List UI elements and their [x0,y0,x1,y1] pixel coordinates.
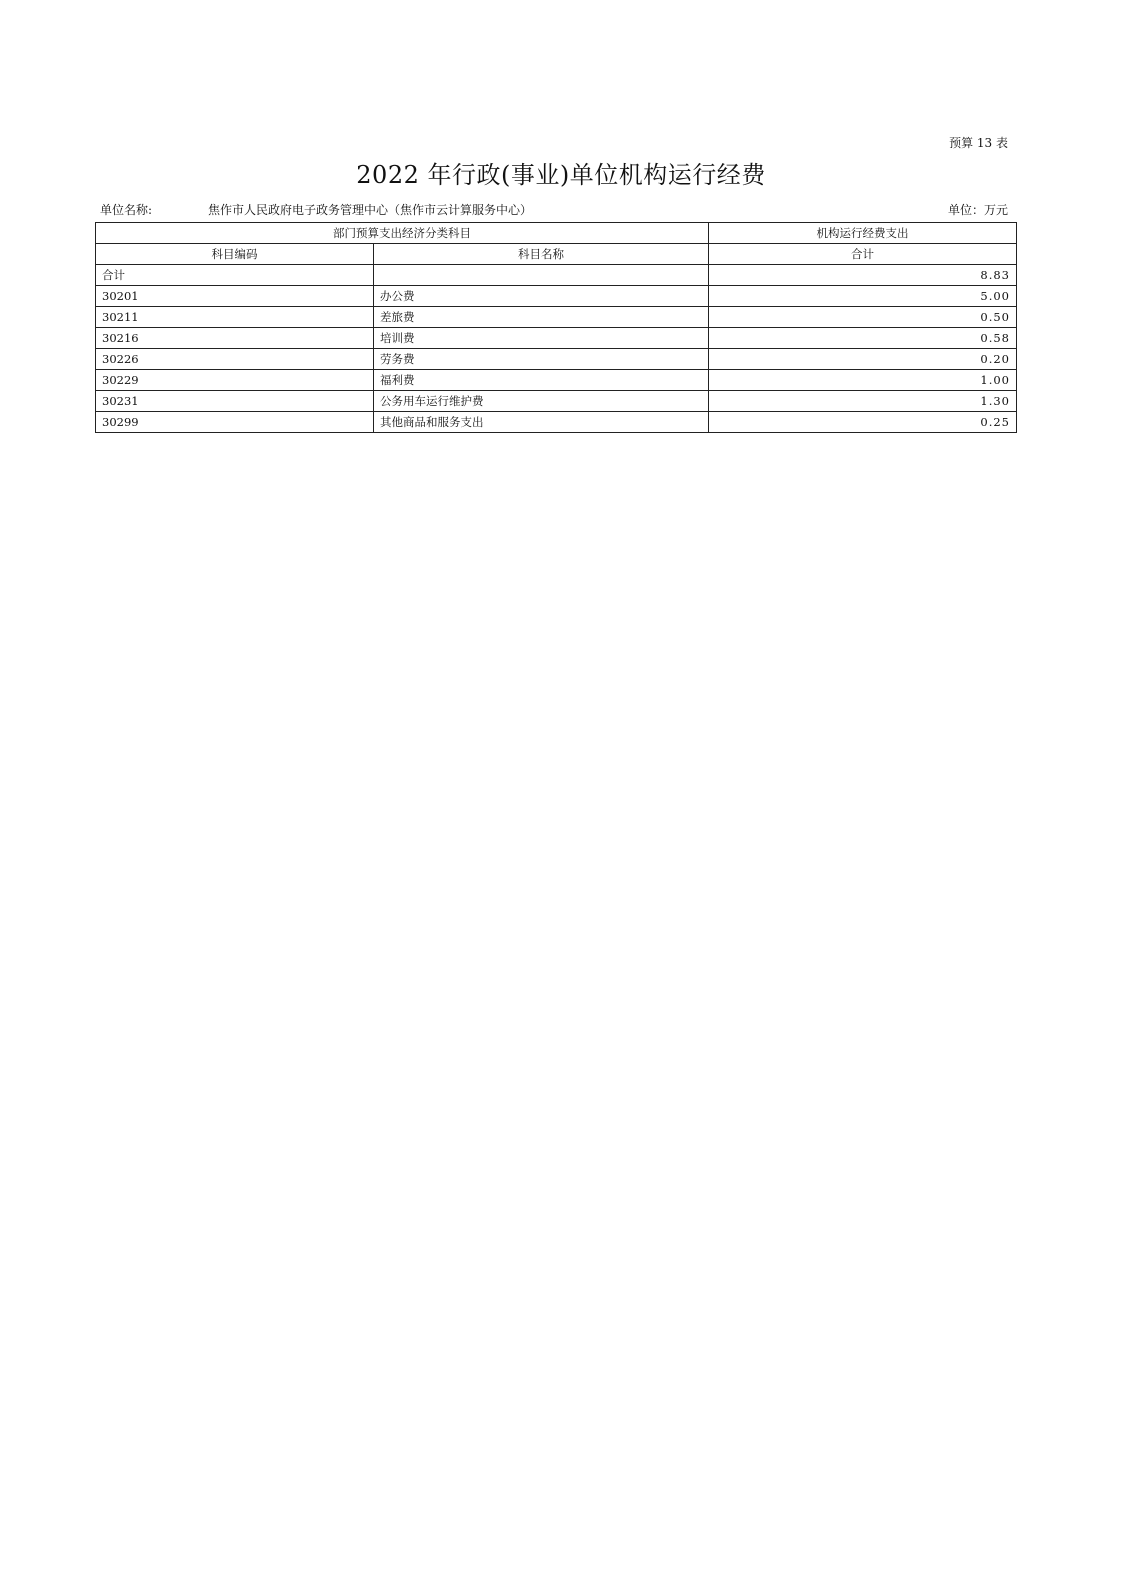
row-name: 办公费 [374,286,709,307]
row-code: 30226 [96,349,374,370]
group-header-classification: 部门预算支出经济分类科目 [96,223,709,244]
row-name: 劳务费 [374,349,709,370]
row-name: 其他商品和服务支出 [374,412,709,433]
total-row [96,265,1017,286]
row-amount: 0.20 [709,349,1017,370]
row-code: 30299 [96,412,374,433]
row-amount: 0.25 [709,412,1017,433]
row-name: 福利费 [374,370,709,391]
total-row-amount: 8.83 [709,265,1017,286]
total-row-name [374,265,709,286]
meta-row [100,201,1008,217]
currency-unit: 单位：万元 [947,203,1008,217]
group-header-row [96,223,1017,244]
unit-label: 单位名称: [100,203,153,217]
table-row [96,412,1017,433]
table-number: 预算 13 表 [949,136,1008,150]
table-row [96,328,1017,349]
row-amount: 1.30 [709,391,1017,412]
table-row [96,391,1017,412]
column-header-total: 合计 [709,244,1017,265]
row-amount: 0.58 [709,328,1017,349]
table-row [96,349,1017,370]
row-amount: 5.00 [709,286,1017,307]
row-amount: 1.00 [709,370,1017,391]
total-row-code: 合计 [96,265,374,286]
column-header-code: 科目编码 [96,244,374,265]
row-name: 培训费 [374,328,709,349]
table-row [96,307,1017,328]
row-name: 差旅费 [374,307,709,328]
row-code: 30231 [96,391,374,412]
row-code: 30216 [96,328,374,349]
row-amount: 0.50 [709,307,1017,328]
table-row [96,370,1017,391]
column-header-row [96,244,1017,265]
table-row [96,286,1017,307]
column-header-name: 科目名称 [374,244,709,265]
budget-table [95,222,1017,433]
row-code: 30229 [96,370,374,391]
row-name: 公务用车运行维护费 [374,391,709,412]
group-header-expense: 机构运行经费支出 [709,223,1017,244]
page-title: 2022 年行政(事业)单位机构运行经费 [356,161,766,189]
row-code: 30201 [96,286,374,307]
unit-name: 焦作市人民政府电子政务管理中心（焦作市云计算服务中心） [208,203,533,217]
row-code: 30211 [96,307,374,328]
